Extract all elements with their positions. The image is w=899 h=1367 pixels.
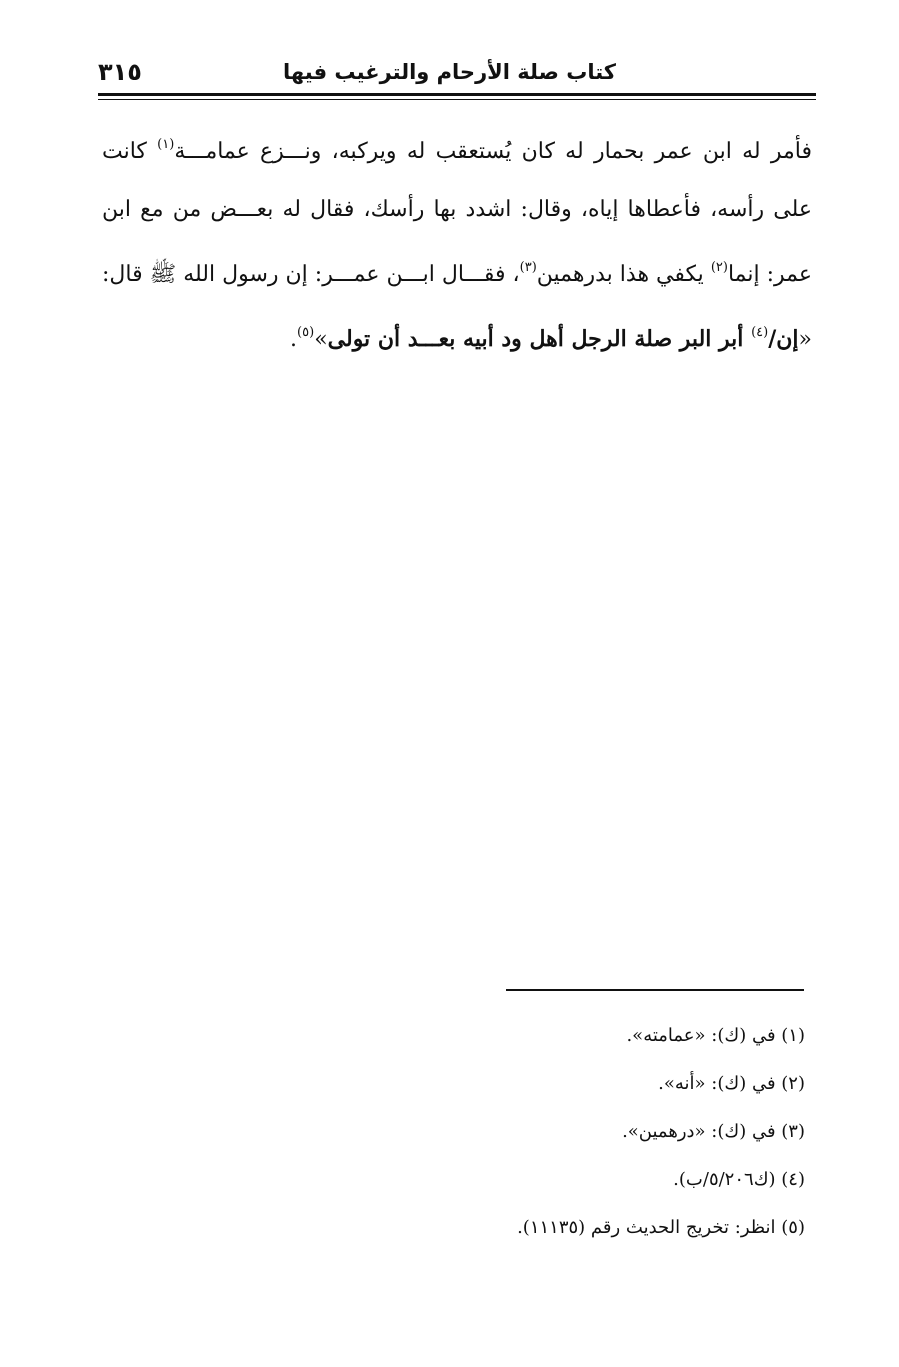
footnote-1: (١) في (ك): «عمامته». [626, 1025, 805, 1046]
footnote-5: (٥) انظر: تخريج الحديث رقم (١١١٣٥). [517, 1217, 805, 1238]
text-run: يكفي هذا بدرهمين [536, 262, 711, 287]
footnote-4: (٤) (ك٥/٢٠٦/ب). [673, 1169, 805, 1190]
hadith-text: إن/ [768, 326, 799, 352]
chapter-title: كتاب صلة الأرحام والترغيب فيها [283, 60, 616, 84]
paragraph [102, 116, 812, 369]
footnote-3: (٣) في (ك): «درهمين». [622, 1121, 805, 1142]
text-run: كانت على رأسه، فأعطاها إياه، وقال: اشدد بها رأسك، فقال له بعـــض من مع ابن عمر: إنما [102, 139, 813, 287]
footnote-ref-3: (٣) [519, 260, 537, 275]
header-rule-thin [98, 99, 816, 100]
text-run: فأمر له ابن عمر بحمار له كان يُستعقب له ويركبه، ونـــزع عمامـــة [174, 139, 812, 164]
footnote-ref-4: (٤) [751, 325, 769, 340]
footnote-ref-2: (٢) [710, 260, 728, 275]
footnote-2: (٢) في (ك): «أنه». [658, 1073, 805, 1094]
text-run: » [314, 327, 328, 352]
hadith-text: أبر البر صلة الرجل أهل ود أبيه بعـــد أن تولى [327, 326, 752, 352]
header-rule-thick [98, 93, 816, 96]
footnotes [300, 1012, 805, 1252]
page-number: ٣١٥ [98, 58, 142, 86]
main-text [102, 116, 812, 369]
text-run: . [290, 327, 298, 352]
footnote-ref-5: (٥) [297, 325, 315, 340]
footnote-ref-1: (١) [157, 137, 175, 152]
text-run: ، فقـــال ابـــن عمـــر: إن رسول الله ﷺ قال: « [102, 262, 812, 352]
running-header [98, 58, 816, 92]
footnote-separator [506, 989, 804, 991]
